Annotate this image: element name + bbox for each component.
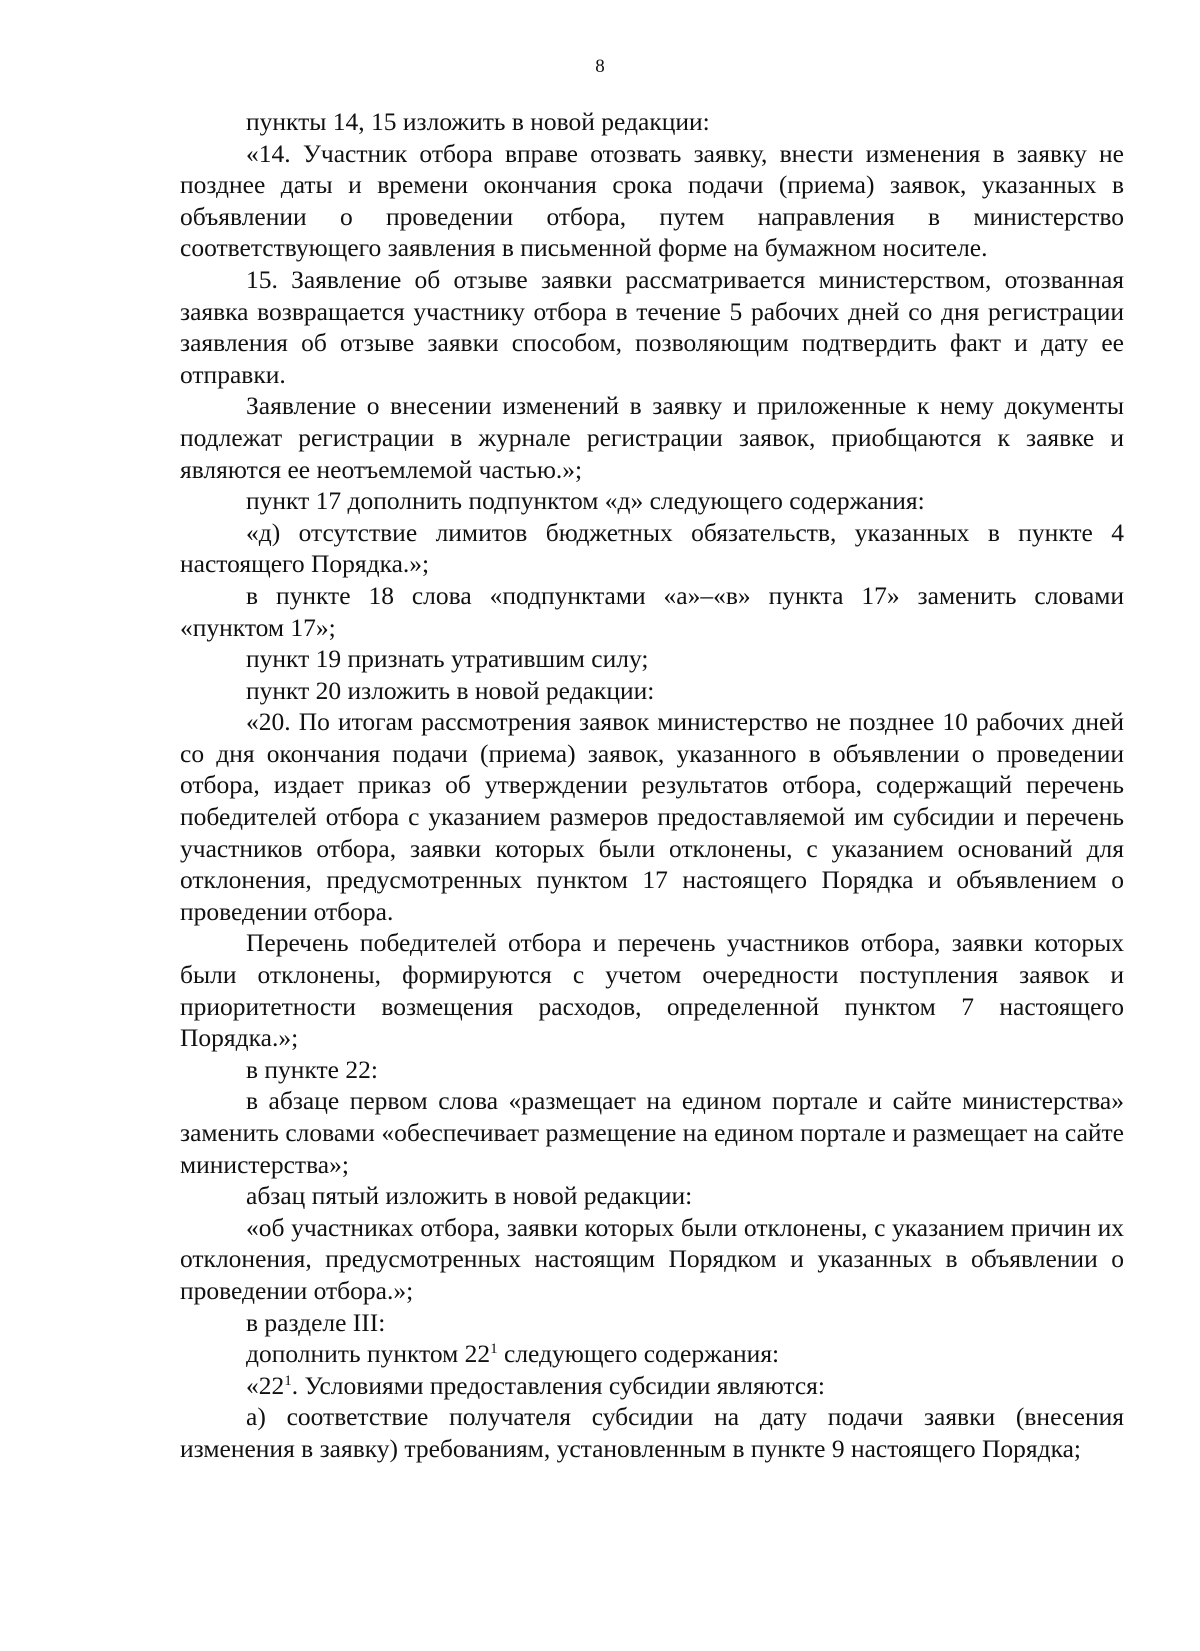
paragraph-13: в абзаце первом слова «размещает на едином портале и сайте министерства» заменить словами «обеспечивает размещение на едином портале и размещает на сайте министерства»;	[180, 1086, 1124, 1179]
paragraph-7: в пункте 18 слова «подпунктами «а»–«в» пункта 17» заменить словами «пунктом 17»;	[180, 580, 1124, 642]
paragraph-12: в пункте 22:	[246, 1054, 378, 1084]
paragraph-10: «20. По итогам рассмотрения заявок министерство не позднее 10 рабочих дней со дня окончания подачи (приема) заявок, указанного в объявлении о проведении отбора, издает приказ об утверждении результатов отбора, содержащий перечень победителей отбора с указанием размеров предоставляемой им субсидии и перечень участников отбора, заявки которых были отклонены, с указанием оснований для отклонения, предусмотренных пунктом 17 настоящего Порядка и объявлением о проведении отбора.	[180, 707, 1124, 926]
paragraph-17-text-end: следующего содержания:	[497, 1339, 780, 1369]
paragraph-18-superscript: 1	[284, 1372, 292, 1389]
paragraph-8: пункт 19 признать утратившим силу;	[246, 644, 649, 674]
paragraph-17	[180, 1338, 1124, 1370]
paragraph-9: пункт 20 изложить в новой редакции:	[246, 675, 655, 705]
paragraph-1: пункты 14, 15 изложить в новой редакции:	[246, 107, 710, 136]
paragraph-17-text: дополнить пунктом 22	[246, 1339, 491, 1369]
paragraph-18-text: «22	[246, 1370, 285, 1400]
paragraph-15: «об участниках отбора, заявки которых были отклонены, с указанием причин их отклонения, предусмотренных настоящим Порядком и указанных в объявлении о проведении отбора.»;	[180, 1212, 1124, 1305]
paragraph-11: Перечень победителей отбора и перечень участников отбора, заявки которых были отклонены, формируются с учетом очередности поступления заявок и приоритетности возмещения расходов, определенной пунктом 7 настоящего Порядка.»;	[180, 928, 1124, 1053]
document-body	[180, 106, 1124, 1465]
paragraph-18-text-end: . Условиями предоставления субсидии являются:	[291, 1370, 825, 1400]
paragraph-17-superscript: 1	[490, 1341, 498, 1358]
paragraph-16: в разделе III:	[246, 1307, 386, 1337]
paragraph-4: Заявление о внесении изменений в заявку и приложенные к нему документы подлежат регистрации в журнале регистрации заявок, приобщаются к заявке и являются ее неотъемлемой частью.»;	[180, 391, 1124, 484]
page-number: 8	[595, 56, 605, 77]
paragraph-6: «д) отсутствие лимитов бюджетных обязательств, указанных в пункте 4 настоящего Порядка.»;	[180, 517, 1124, 579]
paragraph-19: а) соответствие получателя субсидии на дату подачи заявки (внесения изменения в заявку) требованиям, установленным в пункте 9 настоящего Порядка;	[180, 1402, 1124, 1463]
paragraph-3: 15. Заявление об отзыве заявки рассматривается министерством, отозванная заявка возвращается участнику отбора в течение 5 рабочих дней со дня регистрации заявления об отзыве заявки способом, позволяющим подтвердить факт и дату ее отправки.	[180, 264, 1124, 389]
paragraph-2: «14. Участник отбора вправе отозвать заявку, внести изменения в заявку не позднее даты и времени окончания срока подачи (приема) заявок, указанных в объявлении о проведении отбора, путем направления в министерство соответствующего заявления в письменной форме на бумажном носителе.	[180, 138, 1124, 263]
paragraph-18	[180, 1370, 1124, 1402]
paragraph-14: абзац пятый изложить в новой редакции:	[246, 1181, 693, 1211]
paragraph-5: пункт 17 дополнить подпунктом «д» следующего содержания:	[246, 486, 925, 516]
